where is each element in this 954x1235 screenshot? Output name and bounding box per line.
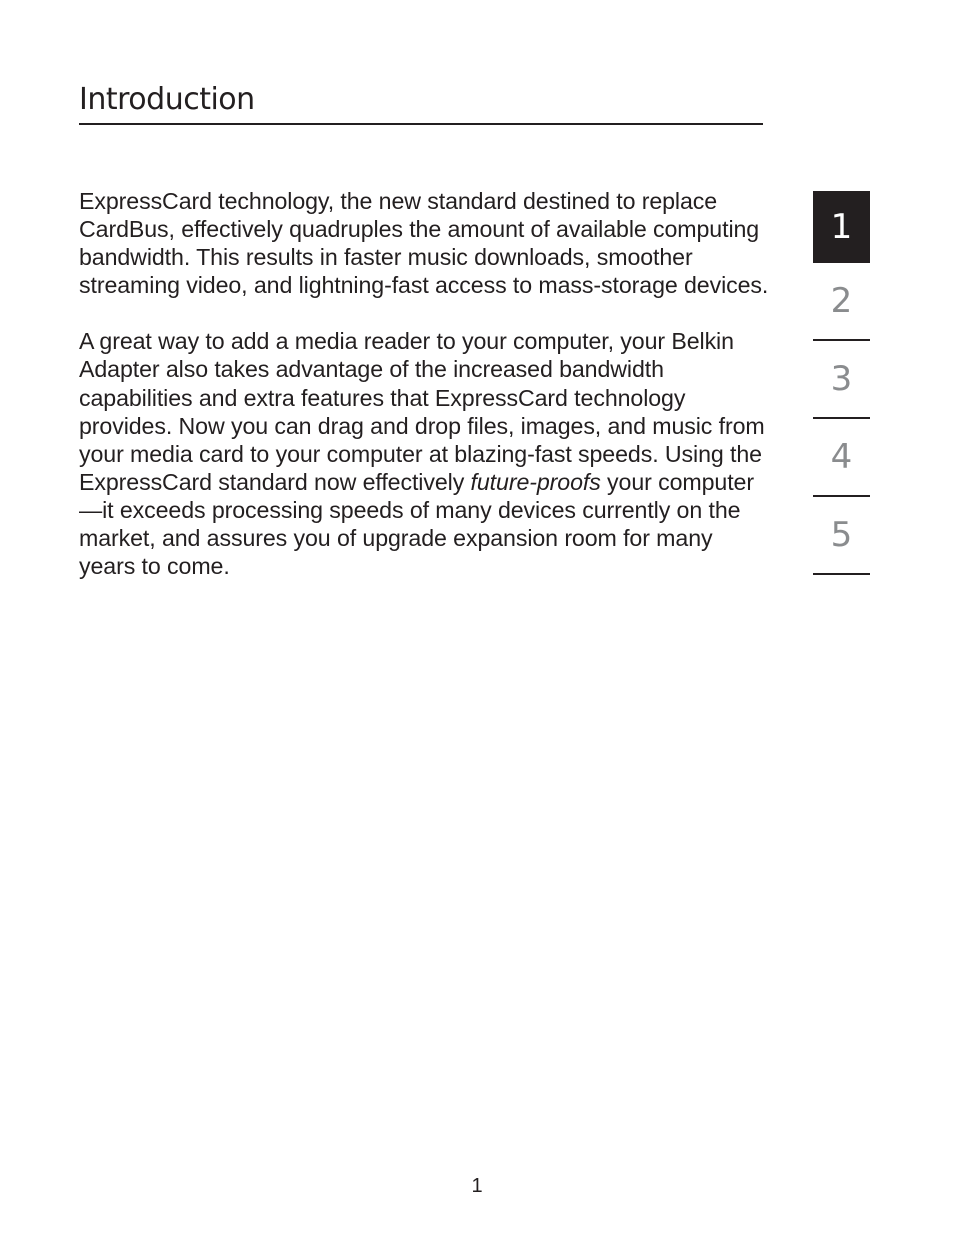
- page-title: Introduction: [79, 82, 255, 117]
- chapter-tab-1[interactable]: 1: [813, 191, 870, 263]
- chapter-tab-3[interactable]: 3: [813, 341, 870, 419]
- paragraph-2-text-start: A great way to add a media reader to your computer, your Belkin Adapter also takes advantage of the increased bandwidth capabilities and extra features that ExpressCard technology provides. Now you can drag and drop files, images, and music from your media card to your computer at blazing-fast speeds. Using the ExpressCard standard now effectively: [79, 328, 765, 495]
- chapter-tab-4[interactable]: 4: [813, 419, 870, 497]
- page-number: 1: [471, 1175, 483, 1197]
- paragraph-2-text-end: your computer—it exceeds processing speeds of many devices currently on the market, and assures you of upgrade expansion room for many years to come.: [79, 468, 754, 580]
- body-text: [79, 187, 769, 608]
- chapter-nav: [813, 191, 870, 575]
- paragraph-2: [79, 327, 769, 580]
- chapter-tab-5[interactable]: 5: [813, 497, 870, 575]
- title-divider: [79, 123, 763, 125]
- paragraph-1: ExpressCard technology, the new standard destined to replace CardBus, effectively quadruples the amount of available computing bandwidth. This results in faster music downloads, smoother streaming video, and lightning-fast access to mass-storage devices.: [79, 188, 769, 299]
- paragraph-2-emphasis: future-proofs: [470, 468, 601, 495]
- chapter-tab-2[interactable]: 2: [813, 263, 870, 341]
